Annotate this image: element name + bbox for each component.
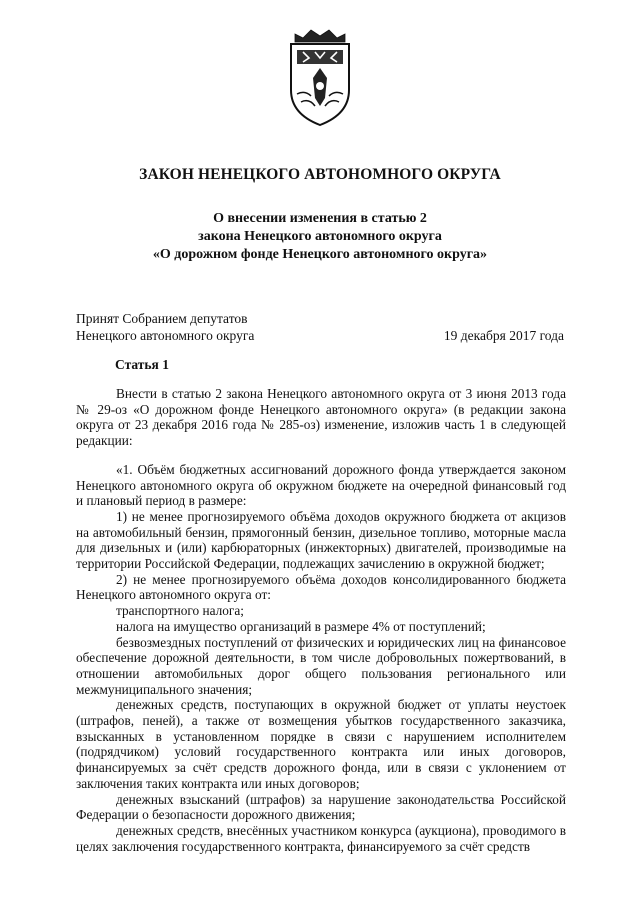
paragraph: безвозмездных поступлений от физических и юридических лиц на финансовое обеспечение дорожной деятельности, в том числе добровольных пожертвований, в отношении автомобильных дорог общего пользования регионального или межмуниципального значения; bbox=[76, 634, 566, 697]
subtitle-line: О внесении изменения в статью 2 bbox=[213, 211, 427, 226]
paragraph: денежных взысканий (штрафов) за нарушение законодательства Российской Федерации о безопасности дорожного движения; bbox=[76, 791, 566, 823]
paragraph: налога на имущество организаций в размере 4% от поступлений; bbox=[116, 618, 486, 634]
paragraph: «1. Объём бюджетных ассигнований дорожного фонда утверждается законом Ненецкого автономного округа об окружном бюджете на очередной финансовый год и плановый период в размере: bbox=[76, 461, 566, 509]
paragraph: денежных средств, внесённых участником конкурса (аукциона), проводимого в целях заключения государственного контракта, финансируемого за счёт средств bbox=[76, 822, 566, 854]
adopted-line: Ненецкого автономного округа bbox=[76, 328, 255, 343]
adopted-date: 19 декабря 2017 года bbox=[443, 328, 564, 343]
paragraph: 1) не менее прогнозируемого объёма доходов окружного бюджета от акцизов на автомобильный бензин, прямогонный бензин, дизельное топливо, моторные масла для дизельных и (или) карбюраторных (инжекторных) двигателей, производимые на территории Российской Федерации, подлежащих зачислению в окружной бюджет; bbox=[76, 508, 566, 572]
subtitle-line: закона Ненецкого автономного округа bbox=[198, 229, 442, 244]
adopted-line: Принят Собранием депутатов bbox=[76, 311, 248, 326]
law-title: ЗАКОН НЕНЕЦКОГО АВТОНОМНОГО ОКРУГА bbox=[139, 166, 501, 183]
subtitle-line: «О дорожном фонде Ненецкого автономного округа» bbox=[152, 247, 488, 262]
paragraph: транспортного налога; bbox=[116, 603, 244, 619]
paragraph: 2) не менее прогнозируемого объёма доходов консолидированного бюджета Ненецкого автономного округа от: bbox=[76, 571, 566, 603]
article-body bbox=[76, 386, 566, 854]
adopted-by bbox=[76, 310, 254, 344]
paragraph: денежных средств, поступающих в окружной бюджет от уплаты неустоек (штрафов, пеней), а также от возмещения убытков государственного заказчика, взысканных в установленном порядке в связи с нарушением исполнителем (подрядчиком) условий государственного контракта или иных договоров, финансируемых за счёт средств дорожного фонда, или в связи с уклонением от заключения таких контракта или иных договоров; bbox=[76, 697, 566, 791]
article-heading: Статья 1 bbox=[115, 357, 169, 372]
paragraph: Внести в статью 2 закона Ненецкого автономного округа от 3 июня 2013 года № 29-оз «О дорожном фонде Ненецкого автономного округа» (в редакции закона округа от 23 декабря 2016 года № 285-оз) изменение, изложив часть 1 в следующей редакции: bbox=[76, 386, 566, 449]
coat-of-arms-icon bbox=[285, 28, 355, 128]
law-subtitle bbox=[0, 210, 640, 264]
